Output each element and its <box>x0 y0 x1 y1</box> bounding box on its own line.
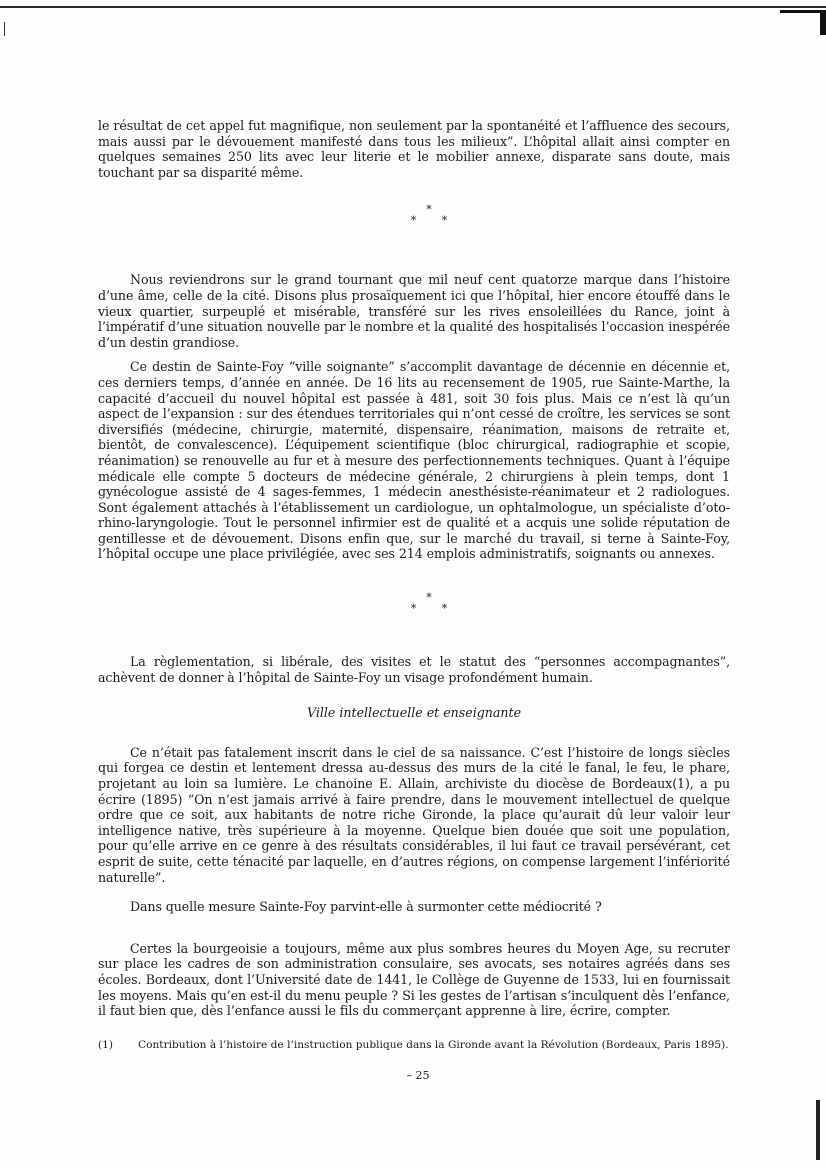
page-number: – 25 <box>406 1068 430 1082</box>
scan-border-top <box>0 6 826 32</box>
paragraph-question: Dans quelle mesure Sainte-Foy parvint-elle à surmonter cette médiocrité ? <box>130 899 602 915</box>
footnote-marker: (1) <box>98 1038 114 1051</box>
scan-mark-left <box>4 22 5 36</box>
footnote <box>98 1039 730 1052</box>
paragraph-visits-regulation: La règlementation, si libérale, des visites et le statut des “personnes accompagnantes”, achèvent de donner à l’hôpital de Sainte-Foy un visage profondément humain. <box>98 654 730 685</box>
footnote-text: Contribution à l’histoire de l’instruction publique dans la Gironde avant la Révolution (Bordeaux, Paris 1895). <box>138 1038 729 1051</box>
section-separator-2 <box>98 592 730 614</box>
separator-stars: * * <box>410 214 448 228</box>
paragraph-ville-soignante: Ce destin de Sainte-Foy “ville soignante” s’accomplit davantage de décennie en décennie et, ces derniers temps, d’année en année. De 16 lits au recensement de 1905, rue Sainte-Marthe, la capacité d’accueil du nouvel hôpital est passée à 481, soit 30 fois plus. Mais ce n’est là qu’un aspect de l’expansion : sur des étendues territoriales qui n’ont cessé de croître, les services se sont diversifiés (médecine, chirurgie, maternité, dispensaire, réanimation, maisons de retraite et, bientôt, de convalescence). L’équipement scientifique (bloc chirurgical, radiographie et scopie, réanimation) se renouvelle au fur et à mesure des perfectionnements techniques. Quant à l’équipe médicale elle compte 5 docteurs de médecine générale, 2 chirurgiens à plein temps, dont 1 gynécologue assisté de 4 sages-femmes, 1 médecin anesthésiste-réanimateur et 2 radiologues. Sont également attachés à l’établissement un cardiologue, un ophtalmologue, un spécialiste d’oto-rhino-laryngologie. Tout le personnel infirmier est de qualité et a acquis une solide réputation de gentillesse et de dévouement. Disons enfin que, sur le marché du travail, si terne à Sainte-Foy, l’hôpital occupe une place privilégiée, avec ses 214 emplois administratifs, soignants ou annexes. <box>98 359 730 562</box>
paragraph-bourgeoisie: Certes la bourgeoisie a toujours, même aux plus sombres heures du Moyen Age, su recruter sur place les cadres de son administration consulaire, ses avocats, ses notaires agréés dans ses écoles. Bordeaux, dont l’Université date de 1441, le Collège de Guyenne de 1533, lui en fournissait les moyens. Mais qu’en est-il du menu peuple ? Si les gestes de l’artisan s’inculquent dès l’enfance, il faut bien que, dès l’enfance aussi le fils du commerçant apprenne à lire, écrire, compter. <box>98 940 730 1019</box>
scan-mark-right <box>816 1100 820 1160</box>
paragraph-turning-point: Nous reviendrons sur le grand tournant que mil neuf cent quatorze marque dans l’histoire d’une âme, celle de la cité. Disons plus prosaïquement ici que l’hôpital, hier encore étouffé dans le vieux quartier, surpeuplé et misérable, transféré sur les rives ensoleillées du Rance, joint à l’impératif d’une situation nouvelle par le nombre et la qualité des hospitalisés l’occasion inespérée d’un destin grandiose. <box>98 272 730 350</box>
separator-star: * <box>426 591 432 605</box>
section-heading: Ville intellectuelle et enseignante <box>306 705 522 721</box>
separator-star: * <box>426 203 432 217</box>
paragraph-destiny-history: Ce n’était pas fatalement inscrit dans le ciel de sa naissance. C’est l’histoire de longs siècles qui forgea ce destin et lentement dressa au-dessus des murs de la cité le fanal, le feu, le phare, projetant au loin sa lumière. Le chanoine E. Allain, archiviste du diocèse de Bordeaux(1), a pu écrire (1895) “On n’est jamais arrivé à faire prendre, dans le mouvement intellectuel de quelque ordre que ce soit, aux habitants de notre riche Gironde, la place qu’aurait dû leur valoir leur intelligence native, très supérieure à la moyenne. Quelque bien douée que soit une population, pour qu’elle arrive en ce genre à des résultats considérables, il lui faut ce travail persévérant, cet esprit de suite, cette ténacité par laquelle, en d’autres régions, on compense largement l’infériorité naturelle”. <box>98 744 730 885</box>
separator-stars: * * <box>410 602 448 616</box>
section-separator-1 <box>98 204 730 226</box>
paragraph-hospital-appeal: le résultat de cet appel fut magnifique, non seulement par la spontanéité et l’affluence des secours, mais aussi par le dévouement manifesté dans tous les milieux”. L’hôpital allait ainsi compter en quelques semaines 250 lits avec leur literie et le mobilier annexe, disparate sans doute, mais touchant par sa disparité même. <box>98 118 730 180</box>
document-page <box>98 118 730 1083</box>
